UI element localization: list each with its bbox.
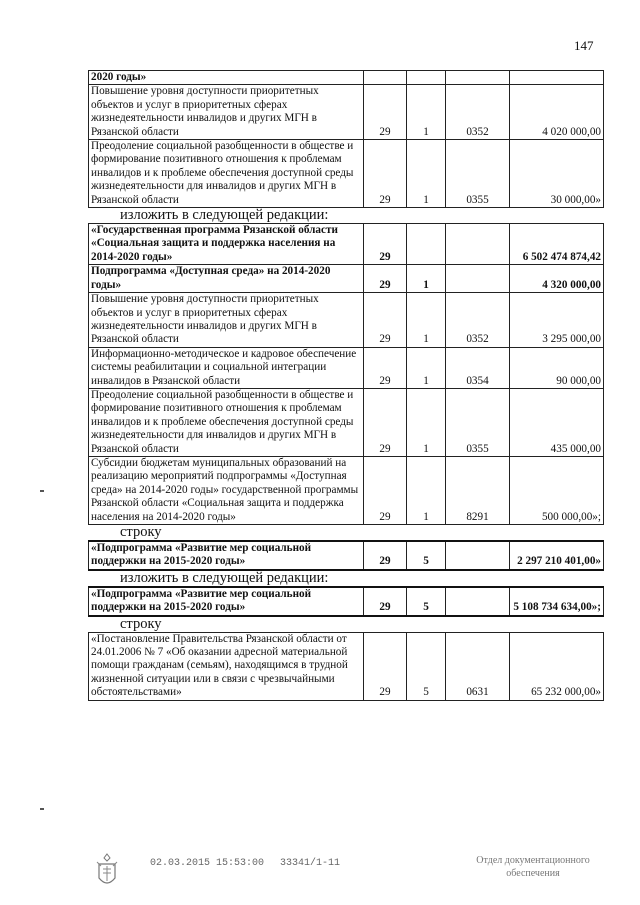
document-sheet — [88, 70, 604, 701]
row-pr: 1 — [407, 456, 446, 524]
row-sum: 2 297 210 401,00» — [510, 541, 604, 570]
table-row — [89, 224, 604, 265]
row-name: «Государственная программа Рязанской области «Социальная защита и поддержка населения на 2014-2020 годы» — [89, 224, 364, 265]
row-name: Преодоление социальной разобщенности в обществе и формирование позитивного отношения к проблемам инвалидов и к проблеме обеспечения доступной среды жизнедеятельности для инвалидов и других МГН в Рязанской области — [89, 388, 364, 456]
footer-dept-line1: Отдел документационного — [476, 855, 590, 866]
row-name: Повышение уровня доступности приоритетных объектов и услуг в приоритетных сферах жизнедеятельности инвалидов и других МГН в Рязанской области — [89, 85, 364, 140]
row-sum: 435 000,00 — [510, 388, 604, 456]
instruction-edit-1: изложить в следующей редакции: — [120, 207, 329, 224]
table-row — [89, 388, 604, 456]
row-sum — [510, 71, 604, 85]
footer-department — [448, 854, 618, 880]
table-row — [89, 541, 604, 570]
row-gr: 29 — [364, 85, 407, 140]
row-name: «Подпрограмма «Развитие мер социальной поддержки на 2015-2020 годы» — [89, 541, 364, 570]
row-cs: 0355 — [446, 388, 510, 456]
table-row — [89, 293, 604, 348]
table-row — [89, 140, 604, 208]
row-name: «Подпрограмма «Развитие мер социальной поддержки на 2015-2020 годы» — [89, 587, 364, 616]
row-name: Подпрограмма «Доступная среда» на 2014-2020 годы» — [89, 265, 364, 293]
budget-table-top — [88, 70, 604, 208]
row-gr: 29 — [364, 541, 407, 570]
footer-datetime: 02.03.2015 15:53:00 — [150, 858, 265, 869]
row-cs: 8291 — [446, 456, 510, 524]
row-cs — [446, 587, 510, 616]
footer-doc-code: 33341/1-11 — [280, 858, 341, 869]
row-gr: 29 — [364, 456, 407, 524]
row-sum: 5 108 734 634,00»; — [510, 587, 604, 616]
budget-table-last — [88, 632, 604, 701]
row-pr: 1 — [407, 140, 446, 208]
instruction-line-1: строку — [120, 524, 162, 540]
page-number: 147 — [574, 38, 594, 53]
row-gr: 29 — [364, 347, 407, 388]
row-cs: 0354 — [446, 347, 510, 388]
row-pr: 5 — [407, 632, 446, 700]
table-row — [89, 71, 604, 85]
instruction-line-2: строку — [120, 615, 162, 632]
row-sum: 3 295 000,00 — [510, 293, 604, 348]
row-sum: 65 232 000,00» — [510, 632, 604, 700]
row-gr: 29 — [364, 140, 407, 208]
row-cs — [446, 541, 510, 570]
table-row — [89, 347, 604, 388]
row-sum: 90 000,00 — [510, 347, 604, 388]
row-gr: 29 — [364, 224, 407, 265]
budget-table-new — [88, 223, 604, 525]
row-sum: 6 502 474 874,42 — [510, 224, 604, 265]
row-sum: 4 020 000,00 — [510, 85, 604, 140]
table-row — [89, 85, 604, 140]
row-pr: 5 — [407, 541, 446, 570]
instruction-edit-2: изложить в следующей редакции: — [120, 569, 329, 586]
row-cs: 0631 — [446, 632, 510, 700]
row-name: Информационно-методическое и кадровое обеспечение системы реабилитации и социальной интеграции инвалидов в Рязанской области — [89, 347, 364, 388]
row-gr: 29 — [364, 632, 407, 700]
row-cs — [446, 224, 510, 265]
row-cs: 0352 — [446, 85, 510, 140]
row-cs: 0355 — [446, 140, 510, 208]
table-row — [89, 632, 604, 700]
row-pr: 1 — [407, 347, 446, 388]
budget-table-new-sub — [88, 586, 604, 617]
row-pr: 1 — [407, 388, 446, 456]
budget-table-old-sub — [88, 540, 604, 571]
scan-mark — [40, 490, 44, 492]
row-pr — [407, 71, 446, 85]
row-name: «Постановление Правительства Рязанской области от 24.01.2006 № 7 «Об оказании адресной материальной помощи гражданам (семьям), находящимся в трудной жизненной ситуации или в связи с чрезвычайными обстоятельствами» — [89, 632, 364, 700]
row-sum: 500 000,00»; — [510, 456, 604, 524]
footer-dept-line2: обеспечения — [506, 868, 560, 879]
table-row — [89, 265, 604, 293]
table-row — [89, 456, 604, 524]
row-pr: 1 — [407, 85, 446, 140]
row-name: Повышение уровня доступности приоритетных объектов и услуг в приоритетных сферах жизнедеятельности инвалидов и других МГН в Рязанской области — [89, 293, 364, 348]
page-footer — [88, 852, 628, 892]
row-name: Субсидии бюджетам муниципальных образований на реализацию мероприятий подпрограммы «Доступная среда» на 2014-2020 годы» государственной программы Рязанской области «Социальная защита и поддержка населения на 2014-2020 годы» — [89, 456, 364, 524]
row-gr: 29 — [364, 388, 407, 456]
coat-of-arms-icon — [94, 852, 120, 890]
row-gr: 29 — [364, 265, 407, 293]
scan-mark — [40, 808, 44, 810]
row-cs — [446, 265, 510, 293]
row-pr: 5 — [407, 587, 446, 616]
row-sum: 30 000,00» — [510, 140, 604, 208]
row-pr — [407, 224, 446, 265]
row-name: Преодоление социальной разобщенности в обществе и формирование позитивного отношения к проблемам инвалидов и к проблеме обеспечения доступной среды жизнедеятельности для инвалидов и других МГН в Рязанской области — [89, 140, 364, 208]
row-sum: 4 320 000,00 — [510, 265, 604, 293]
table-row — [89, 587, 604, 616]
row-gr — [364, 71, 407, 85]
row-pr: 1 — [407, 265, 446, 293]
row-gr: 29 — [364, 587, 407, 616]
row-cs: 0352 — [446, 293, 510, 348]
row-name: 2020 годы» — [89, 71, 364, 85]
row-pr: 1 — [407, 293, 446, 348]
row-cs — [446, 71, 510, 85]
row-gr: 29 — [364, 293, 407, 348]
